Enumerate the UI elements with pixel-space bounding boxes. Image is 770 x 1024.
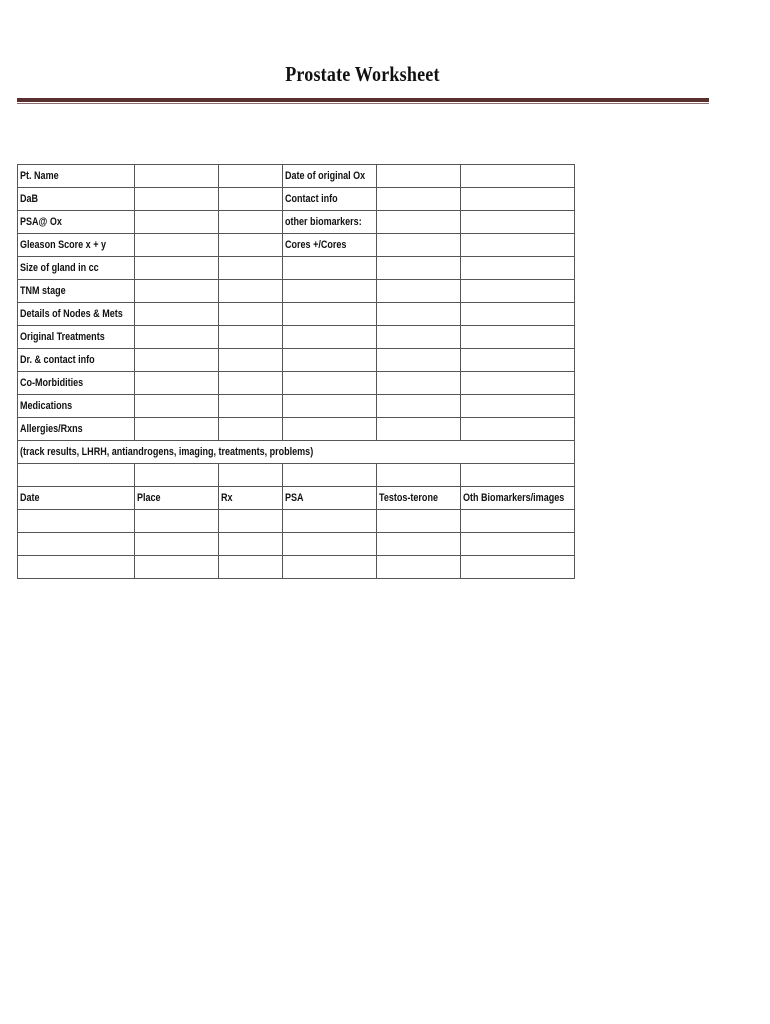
blank-cell[interactable] xyxy=(283,464,377,487)
field-value-cell[interactable] xyxy=(461,165,575,188)
table-row xyxy=(18,441,575,464)
field-value-cell[interactable] xyxy=(219,395,283,418)
field-value-cell[interactable] xyxy=(461,395,575,418)
field-value-cell[interactable] xyxy=(283,303,377,326)
field-value-cell[interactable] xyxy=(377,303,461,326)
field-value-cell[interactable] xyxy=(377,280,461,303)
tracking-cell[interactable] xyxy=(283,510,377,533)
tracking-cell[interactable] xyxy=(135,510,219,533)
field-value-cell[interactable] xyxy=(283,418,377,441)
table-row xyxy=(18,257,575,280)
blank-cell[interactable] xyxy=(219,464,283,487)
field-value-cell[interactable] xyxy=(377,211,461,234)
column-header-psa: PSA xyxy=(283,487,377,510)
field-value-cell[interactable] xyxy=(377,257,461,280)
field-label: other biomarkers: xyxy=(283,211,377,234)
tracking-row xyxy=(18,533,575,556)
field-value-cell[interactable] xyxy=(219,257,283,280)
blank-cell[interactable] xyxy=(461,464,575,487)
field-value-cell[interactable] xyxy=(219,280,283,303)
column-header-biomarkers: Oth Biomarkers/images xyxy=(461,487,575,510)
tracking-cell[interactable] xyxy=(18,533,135,556)
tracking-cell[interactable] xyxy=(219,533,283,556)
field-label: Cores +/Cores xyxy=(283,234,377,257)
field-value-cell[interactable] xyxy=(377,349,461,372)
title-rule xyxy=(17,98,709,102)
field-value-cell[interactable] xyxy=(377,234,461,257)
field-value-cell[interactable] xyxy=(377,188,461,211)
field-value-cell[interactable] xyxy=(219,349,283,372)
field-value-cell[interactable] xyxy=(135,188,219,211)
field-value-cell[interactable] xyxy=(377,165,461,188)
field-value-cell[interactable] xyxy=(377,395,461,418)
field-label: Gleason Score x + y xyxy=(18,234,135,257)
table-row xyxy=(18,349,575,372)
field-value-cell[interactable] xyxy=(377,418,461,441)
field-value-cell[interactable] xyxy=(283,326,377,349)
tracking-cell[interactable] xyxy=(377,510,461,533)
table-row xyxy=(18,464,575,487)
field-value-cell[interactable] xyxy=(461,211,575,234)
field-value-cell[interactable] xyxy=(135,395,219,418)
tracking-header-row xyxy=(18,487,575,510)
field-label: Details of Nodes & Mets xyxy=(18,303,135,326)
field-value-cell[interactable] xyxy=(461,349,575,372)
column-header-rx: Rx xyxy=(219,487,283,510)
field-value-cell[interactable] xyxy=(219,234,283,257)
tracking-cell[interactable] xyxy=(283,556,377,579)
tracking-cell[interactable] xyxy=(135,533,219,556)
table-row xyxy=(18,188,575,211)
column-header-testosterone: Testos-terone xyxy=(377,487,461,510)
tracking-cell[interactable] xyxy=(377,533,461,556)
field-value-cell[interactable] xyxy=(461,280,575,303)
column-header-date: Date xyxy=(18,487,135,510)
field-value-cell[interactable] xyxy=(135,165,219,188)
field-label: Medications xyxy=(18,395,135,418)
field-label: Contact info xyxy=(283,188,377,211)
field-value-cell[interactable] xyxy=(135,326,219,349)
tracking-cell[interactable] xyxy=(135,556,219,579)
field-label: Dr. & contact info xyxy=(18,349,135,372)
field-value-cell[interactable] xyxy=(377,326,461,349)
field-value-cell[interactable] xyxy=(219,211,283,234)
field-value-cell[interactable] xyxy=(135,257,219,280)
tracking-row xyxy=(18,556,575,579)
title-rule-thin xyxy=(17,103,709,104)
field-label: DaB xyxy=(18,188,135,211)
field-value-cell[interactable] xyxy=(219,303,283,326)
field-value-cell[interactable] xyxy=(219,326,283,349)
field-value-cell[interactable] xyxy=(135,418,219,441)
field-value-cell[interactable] xyxy=(219,372,283,395)
field-value-cell[interactable] xyxy=(283,395,377,418)
field-value-cell[interactable] xyxy=(283,280,377,303)
field-value-cell[interactable] xyxy=(461,372,575,395)
field-value-cell[interactable] xyxy=(461,303,575,326)
field-value-cell[interactable] xyxy=(219,165,283,188)
field-label: Pt. Name xyxy=(18,165,135,188)
field-value-cell[interactable] xyxy=(219,418,283,441)
table-row xyxy=(18,326,575,349)
field-label: Co-Morbidities xyxy=(18,372,135,395)
blank-cell[interactable] xyxy=(135,464,219,487)
field-label: Size of gland in cc xyxy=(18,257,135,280)
field-value-cell[interactable] xyxy=(461,418,575,441)
table-row xyxy=(18,211,575,234)
tracking-cell[interactable] xyxy=(18,510,135,533)
field-value-cell[interactable] xyxy=(135,234,219,257)
field-value-cell[interactable] xyxy=(461,257,575,280)
table-row xyxy=(18,303,575,326)
field-label: Original Treatments xyxy=(18,326,135,349)
field-value-cell[interactable] xyxy=(283,349,377,372)
blank-cell[interactable] xyxy=(18,464,135,487)
table-row xyxy=(18,165,575,188)
table-row xyxy=(18,395,575,418)
field-value-cell[interactable] xyxy=(135,303,219,326)
table-row xyxy=(18,372,575,395)
tracking-cell[interactable] xyxy=(18,556,135,579)
field-label: TNM stage xyxy=(18,280,135,303)
field-label: Allergies/Rxns xyxy=(18,418,135,441)
tracking-cell[interactable] xyxy=(461,556,575,579)
table-row xyxy=(18,234,575,257)
tracking-cell[interactable] xyxy=(219,556,283,579)
worksheet-table xyxy=(17,164,575,579)
tracking-row xyxy=(18,510,575,533)
field-value-cell[interactable] xyxy=(461,188,575,211)
field-value-cell[interactable] xyxy=(283,257,377,280)
field-value-cell[interactable] xyxy=(135,349,219,372)
field-value-cell[interactable] xyxy=(377,372,461,395)
tracking-cell[interactable] xyxy=(283,533,377,556)
column-header-place: Place xyxy=(135,487,219,510)
tracking-cell[interactable] xyxy=(461,510,575,533)
field-value-cell[interactable] xyxy=(135,211,219,234)
field-value-cell[interactable] xyxy=(283,372,377,395)
field-value-cell[interactable] xyxy=(135,372,219,395)
field-label: PSA@ Ox xyxy=(18,211,135,234)
blank-cell[interactable] xyxy=(377,464,461,487)
tracking-cell[interactable] xyxy=(219,510,283,533)
field-value-cell[interactable] xyxy=(135,280,219,303)
field-value-cell[interactable] xyxy=(219,188,283,211)
track-note: (track results, LHRH, antiandrogens, imaging, treatments, problems) xyxy=(18,441,575,464)
worksheet-title: Prostate Worksheet xyxy=(285,62,440,86)
table-row xyxy=(18,280,575,303)
field-label: Date of original Ox xyxy=(283,165,377,188)
field-value-cell[interactable] xyxy=(461,326,575,349)
field-value-cell[interactable] xyxy=(461,234,575,257)
tracking-cell[interactable] xyxy=(461,533,575,556)
tracking-cell[interactable] xyxy=(377,556,461,579)
table-row xyxy=(18,418,575,441)
